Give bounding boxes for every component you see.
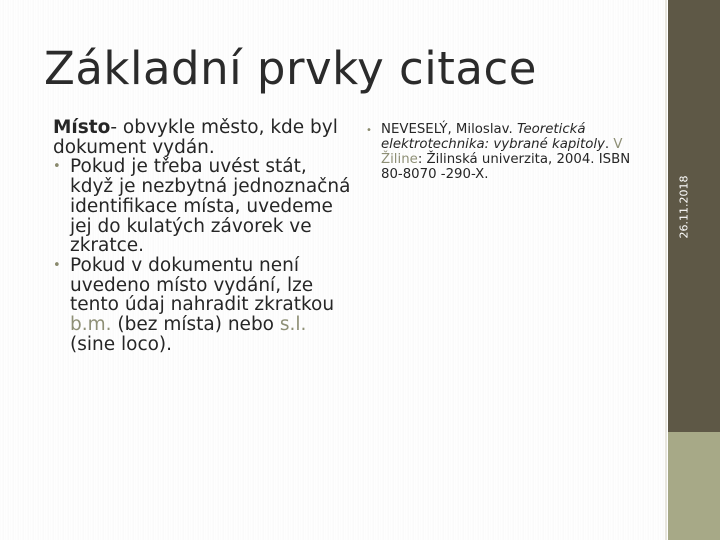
list-item	[53, 157, 353, 256]
bullet-text: Pokud je třeba uvést stát, když je nezbytná jednoznačná identifikace místa, uvedeme jej do kulatých závorek ve zkratce.	[70, 156, 351, 257]
term-misto: Místo	[53, 117, 111, 138]
bullet-list	[53, 157, 353, 354]
citation-separator: .	[604, 137, 614, 152]
sidebar-light-band	[668, 432, 720, 540]
citation-publisher: : Žilinská univerzita, 2004. ISBN 80-8070 -290-X.	[381, 152, 631, 182]
bullet-icon: •	[366, 125, 372, 136]
citation-place: V Žiline	[381, 137, 623, 167]
slide-date: 26.11.2018	[677, 175, 691, 239]
definition-paragraph	[53, 118, 353, 157]
bullet-icon: •	[53, 257, 61, 273]
citation-author: NEVESELÝ, Miloslav.	[381, 122, 517, 137]
sidebar-dark-band	[668, 0, 720, 432]
sidebar-divider	[665, 0, 667, 540]
slide-title: Základní prvky citace	[44, 42, 537, 95]
bullet-icon: •	[53, 159, 61, 175]
citation-example	[366, 122, 642, 182]
bullet-text-middle: (bez místa) nebo	[111, 314, 280, 336]
abbr-bm: b.m.	[70, 314, 112, 336]
definition-text: - obvykle město, kde byl dokument vydán.	[53, 117, 338, 158]
bullet-text-start: Pokud v dokumentu není uvedeno místo vydání, lze tento údaj nahradit zkratkou	[70, 254, 335, 316]
right-column	[366, 122, 642, 182]
citation-title: Teoretická elektrotechnika: vybrané kapitoly	[381, 122, 605, 152]
abbr-sl: s.l.	[279, 314, 307, 336]
list-item	[53, 256, 353, 355]
bullet-text-end: (sine loco).	[70, 333, 173, 355]
left-column	[53, 118, 353, 354]
